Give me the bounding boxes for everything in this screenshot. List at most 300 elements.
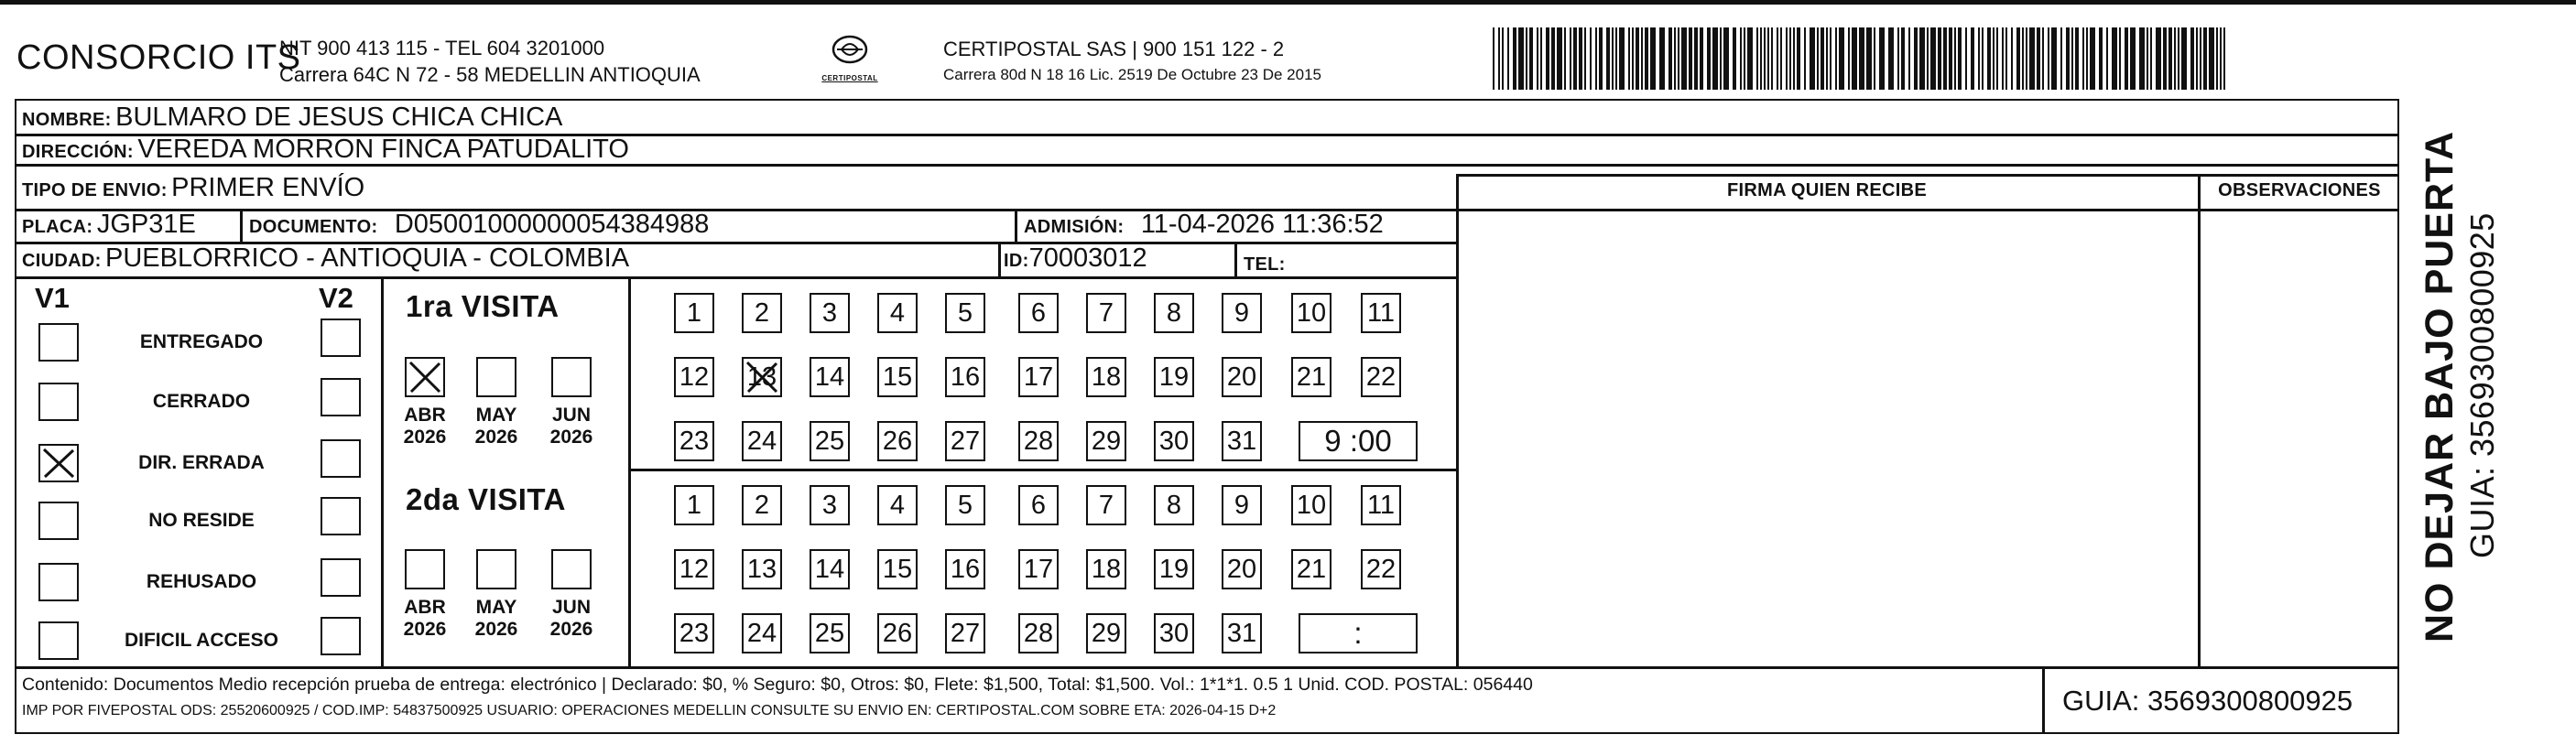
barcode-bar (2005, 27, 2007, 90)
day-box[interactable] (877, 293, 918, 333)
day-box[interactable] (945, 613, 985, 653)
day-box[interactable] (674, 293, 714, 333)
barcode-bar (2163, 27, 2167, 90)
month-name: MAY (475, 597, 517, 618)
day-number: 15 (882, 362, 913, 392)
day-box[interactable] (1086, 421, 1126, 461)
day-box[interactable] (877, 357, 918, 397)
day-box[interactable] (1154, 421, 1194, 461)
barcode-bar (1557, 27, 1562, 90)
barcode-bar (1756, 27, 1758, 90)
tel-label: TEL: (1244, 254, 1286, 275)
day-box[interactable] (1291, 357, 1331, 397)
day-number: 3 (821, 490, 838, 520)
barcode-bar (1786, 27, 1788, 90)
side-warning: NO DEJAR BAJO PUERTA (2418, 130, 2462, 643)
day-number: 16 (950, 362, 981, 392)
barcode-bar (2196, 27, 2198, 90)
day-number: 4 (889, 490, 906, 520)
rule (240, 209, 243, 242)
barcode-bar (1659, 27, 1665, 90)
month-year: 2026 (403, 619, 447, 640)
barcode-bar (1938, 27, 1941, 90)
barcode-bar (2220, 27, 2222, 90)
day-number: 13 (746, 362, 777, 392)
day-number: 5 (957, 490, 973, 520)
day-box[interactable] (810, 421, 850, 461)
barcode-bar (1733, 27, 1736, 90)
rule (15, 276, 1456, 279)
status-label: DIFICIL ACCESO (124, 630, 278, 651)
month-label (540, 405, 603, 448)
day-box[interactable] (1086, 293, 1126, 333)
company-name: CONSORCIO ITS (16, 38, 301, 77)
status-label: CERRADO (152, 391, 251, 412)
rule (2042, 666, 2045, 734)
status-v1-checkbox[interactable] (38, 621, 79, 660)
day-number: 9 (1234, 490, 1250, 520)
x-mark (744, 359, 780, 395)
day-box[interactable] (742, 293, 782, 333)
day-box[interactable] (1291, 549, 1331, 589)
status-v2-checkbox[interactable] (321, 497, 361, 535)
day-number: 28 (1023, 618, 1054, 648)
barcode-bar (1636, 27, 1639, 90)
rule (998, 242, 1001, 276)
barcode-bar (1694, 27, 1698, 90)
month-checkbox[interactable] (476, 357, 516, 397)
status-v2-checkbox[interactable] (321, 378, 361, 416)
day-number: 6 (1030, 490, 1047, 520)
day-box[interactable] (1018, 421, 1059, 461)
placa-label: PLACA: (22, 217, 93, 237)
day-number: 13 (746, 554, 777, 584)
barcode-bar (2026, 27, 2027, 90)
barcode-bar (1619, 27, 1625, 90)
day-number: 2 (754, 297, 770, 328)
barcode-bar (1595, 27, 1597, 90)
barcode-bar (1797, 27, 1800, 90)
status-v2-checkbox[interactable] (321, 558, 361, 597)
day-number: 31 (1226, 618, 1257, 648)
barcode-bar (2051, 27, 2057, 90)
month-label (465, 597, 527, 641)
tipo-envio-label: TIPO DE ENVIO: (22, 180, 168, 200)
month-year: 2026 (474, 427, 518, 448)
barcode-bar (1978, 27, 1980, 90)
barcode-bar (1804, 27, 1806, 90)
barcode-bar (1817, 27, 1819, 90)
rule (628, 276, 631, 666)
day-number: 14 (814, 554, 845, 584)
month-year: 2026 (549, 619, 593, 640)
day-box[interactable] (1361, 293, 1401, 333)
barcode-bar (2119, 27, 2121, 90)
day-box[interactable] (1222, 613, 1262, 653)
visit2-title: 2da VISITA (406, 482, 566, 516)
barcode-bar (2125, 27, 2128, 90)
day-number: 8 (1166, 490, 1182, 520)
nombre-row (22, 103, 562, 133)
time-box[interactable] (1299, 613, 1418, 653)
day-number: 30 (1158, 426, 1190, 456)
day-box[interactable] (1154, 485, 1194, 525)
barcode-bar (2130, 27, 2136, 90)
day-number: 22 (1365, 362, 1397, 392)
barcode-bar (1826, 27, 1828, 90)
barcode-bar (1540, 27, 1542, 90)
day-box[interactable] (945, 293, 985, 333)
day-number: 12 (679, 362, 710, 392)
direccion-value: VEREDA MORRON FINCA PATUDALITO (137, 135, 629, 164)
admision-cell (1024, 210, 1384, 240)
day-box[interactable] (1086, 613, 1126, 653)
day-box[interactable] (1018, 613, 1059, 653)
barcode-bar (1919, 27, 1925, 90)
day-box[interactable] (674, 613, 714, 653)
day-box[interactable] (742, 485, 782, 525)
day-box[interactable] (1222, 293, 1262, 333)
barcode-bar (1579, 27, 1582, 90)
day-number: 7 (1098, 490, 1114, 520)
day-number: 10 (1296, 490, 1327, 520)
day-number: 31 (1226, 426, 1257, 456)
rule (1015, 209, 1017, 242)
day-number: 20 (1226, 362, 1257, 392)
barcode-bar (1852, 27, 1857, 90)
status-v1-checkbox[interactable] (38, 444, 79, 482)
company-address: Carrera 64C N 72 - 58 MEDELLIN ANTIOQUIA (279, 63, 701, 86)
barcode-bar (1526, 27, 1527, 90)
barcode-bar (2011, 27, 2013, 90)
barcode-bar (2178, 27, 2179, 90)
day-box[interactable] (810, 293, 850, 333)
day-number: 21 (1296, 554, 1327, 584)
barcode-bar (1681, 27, 1687, 90)
carrier-license: Carrera 80d N 18 16 Lic. 2519 De Octubre 23 De 2015 (943, 66, 1321, 83)
barcode-bar (1982, 27, 1984, 90)
barcode-bar (2139, 27, 2145, 90)
barcode-bar (1821, 27, 1824, 90)
barcode-bar (1615, 27, 1617, 90)
barcode-bar (2181, 27, 2187, 90)
day-number: 18 (1091, 554, 1122, 584)
day-number: 4 (889, 297, 906, 328)
day-number: 11 (1366, 490, 1396, 520)
barcode-bar (1810, 27, 1815, 90)
day-box[interactable] (1154, 357, 1194, 397)
month-name: ABR (404, 405, 446, 426)
day-box[interactable] (1222, 549, 1262, 589)
time-value: 9 :00 (1324, 424, 1392, 458)
day-box[interactable] (1018, 293, 1059, 333)
barcode-bar (1943, 27, 1947, 90)
day-box[interactable] (1154, 613, 1194, 653)
status-v1-checkbox[interactable] (38, 502, 79, 540)
barcode-bar (1879, 27, 1885, 90)
day-number: 25 (814, 426, 845, 456)
barcode-bar (1641, 27, 1643, 90)
day-number: 12 (679, 554, 710, 584)
day-box[interactable] (877, 421, 918, 461)
rule (628, 469, 1456, 471)
day-number: 25 (814, 618, 845, 648)
ciudad-cell (22, 243, 629, 274)
direccion-label: DIRECCIÓN: (22, 142, 134, 162)
x-mark (407, 359, 443, 395)
rule (1456, 174, 2399, 177)
barcode-bar (1720, 27, 1722, 90)
day-number: 27 (950, 618, 981, 648)
barcode-bar (2016, 27, 2020, 90)
status-v2-checkbox[interactable] (321, 617, 361, 655)
status-v1-checkbox[interactable] (38, 563, 79, 601)
day-number: 19 (1158, 362, 1190, 392)
barcode-bar (2106, 27, 2108, 90)
barcode-bar (1573, 27, 1577, 90)
barcode-bar (2048, 27, 2049, 90)
barcode-bar (1689, 27, 1692, 90)
status-label: ENTREGADO (139, 331, 264, 352)
day-number: 9 (1234, 297, 1250, 328)
month-checkbox[interactable] (405, 357, 445, 397)
barcode-bar (1584, 27, 1586, 90)
admision-label: ADMISIÓN: (1024, 217, 1125, 237)
day-box[interactable] (1222, 357, 1262, 397)
month-year: 2026 (474, 619, 518, 640)
day-number: 10 (1296, 297, 1327, 328)
day-box[interactable] (1018, 549, 1059, 589)
footer-contenido: Contenido: Documentos Medio recepción prueba de entrega: electrónico | Declarado: $0, % Seguro: $0, Otros: $0, Flete: $1,500, Total: $1,500. Vol.: 1*1*1. 0.5 1 Unid. COD. POSTAL: 056440 (22, 675, 1533, 695)
barcode-bar (2071, 27, 2073, 90)
day-number: 26 (882, 426, 913, 456)
day-number: 14 (814, 362, 845, 392)
barcode-bar (2216, 27, 2218, 90)
day-number: 28 (1023, 426, 1054, 456)
documento-label: DOCUMENTO: (249, 217, 378, 237)
month-checkbox[interactable] (551, 549, 592, 589)
status-label: DIR. ERRADA (138, 452, 265, 473)
day-box[interactable] (810, 549, 850, 589)
barcode-bar (1645, 27, 1648, 90)
day-box[interactable] (742, 613, 782, 653)
barcode-bar (1760, 27, 1762, 90)
barcode-bar (1839, 27, 1844, 90)
day-box[interactable] (1222, 421, 1262, 461)
status-v1-checkbox[interactable] (38, 323, 79, 362)
status-label: REHUSADO (146, 571, 257, 592)
day-box[interactable] (810, 485, 850, 525)
day-box[interactable] (1361, 485, 1401, 525)
day-box[interactable] (1086, 485, 1126, 525)
barcode-bar (1789, 27, 1791, 90)
day-box[interactable] (810, 613, 850, 653)
v2-header: V2 (319, 282, 353, 314)
day-number: 18 (1091, 362, 1122, 392)
barcode-bar (1546, 27, 1549, 90)
barcode-bar (1927, 27, 1929, 90)
barcode-bar (1971, 27, 1974, 90)
barcode-bar (1993, 27, 1994, 90)
nombre-label: NOMBRE: (22, 110, 112, 130)
barcode-bar (1537, 27, 1538, 90)
barcode-bar (2029, 27, 2035, 90)
month-label (465, 405, 527, 448)
barcode-bar (2075, 27, 2079, 90)
certipostal-logo (813, 35, 886, 90)
barcode-bar (1767, 27, 1769, 90)
barcode-bar (1700, 27, 1703, 90)
barcode-bar (1502, 27, 1504, 90)
placa-value: JGP31E (96, 210, 196, 239)
day-number: 20 (1226, 554, 1257, 584)
day-box[interactable] (1086, 549, 1126, 589)
day-box[interactable] (945, 357, 985, 397)
month-label (394, 597, 456, 641)
day-box[interactable] (674, 485, 714, 525)
placa-cell (22, 210, 196, 240)
status-v2-checkbox[interactable] (321, 439, 361, 478)
barcode-bar (2190, 27, 2194, 90)
barcode-bar (1507, 27, 1509, 90)
day-box[interactable] (810, 357, 850, 397)
barcode-bar (1551, 27, 1555, 90)
barcode-bar (1678, 27, 1679, 90)
barcode-bar (2060, 27, 2062, 90)
barcode-bar (1529, 27, 1533, 90)
month-checkbox[interactable] (551, 357, 592, 397)
day-box[interactable] (742, 421, 782, 461)
month-name: ABR (404, 597, 446, 618)
day-box[interactable] (1154, 549, 1194, 589)
barcode-bar (1908, 27, 1910, 90)
day-number: 8 (1166, 297, 1182, 328)
day-box[interactable] (1222, 485, 1262, 525)
barcode-bar (2112, 27, 2117, 90)
day-number: 16 (950, 554, 981, 584)
day-box[interactable] (945, 485, 985, 525)
day-box[interactable] (945, 549, 985, 589)
day-box[interactable] (1361, 549, 1401, 589)
day-number: 3 (821, 297, 838, 328)
time-box[interactable] (1299, 421, 1418, 461)
day-box[interactable] (1361, 357, 1401, 397)
day-number: 24 (746, 426, 777, 456)
barcode-bar (1848, 27, 1850, 90)
barcode-bar (1740, 27, 1742, 90)
barcode-bar (2037, 27, 2040, 90)
visit1-title: 1ra VISITA (406, 289, 560, 323)
month-name: JUN (551, 597, 591, 618)
day-box[interactable] (674, 357, 714, 397)
day-box[interactable] (877, 549, 918, 589)
day-box[interactable] (1291, 485, 1331, 525)
day-box[interactable] (1086, 357, 1126, 397)
month-label (540, 597, 603, 641)
month-name: MAY (475, 405, 517, 426)
day-box[interactable] (1018, 485, 1059, 525)
barcode-bar (1744, 27, 1745, 90)
day-box[interactable] (1154, 293, 1194, 333)
barcode-bar (1777, 27, 1778, 90)
ciudad-label: CIUDAD: (22, 251, 102, 271)
month-checkbox[interactable] (405, 549, 445, 589)
day-number: 30 (1158, 618, 1190, 648)
day-number: 29 (1091, 426, 1122, 456)
certipostal-logo-icon (830, 35, 870, 70)
barcode-bar (1518, 27, 1524, 90)
day-box[interactable] (674, 421, 714, 461)
id-cell (1004, 243, 1147, 274)
barcode-bar (1707, 27, 1711, 90)
barcode-bar (2200, 27, 2201, 90)
barcode-bar (1668, 27, 1672, 90)
firma-header: FIRMA QUIEN RECIBE (1727, 180, 1927, 200)
rule (1456, 209, 2399, 211)
barcode-bar (1914, 27, 1918, 90)
barcode-bar (1866, 27, 1872, 90)
barcode-bar (2090, 27, 2095, 90)
barcode-bar (1949, 27, 1952, 90)
month-label (394, 405, 456, 448)
month-checkbox[interactable] (476, 549, 516, 589)
day-box[interactable] (877, 485, 918, 525)
barcode-bar (1930, 27, 1936, 90)
day-number: 17 (1023, 554, 1054, 584)
barcode-bar (1830, 27, 1831, 90)
barcode-bar (1564, 27, 1566, 90)
barcode-bar (1793, 27, 1795, 90)
carrier-info (943, 37, 1321, 88)
barcode-bar (1897, 27, 1899, 90)
top-rule (0, 0, 2576, 5)
day-number: 23 (679, 426, 710, 456)
barcode-bar (2150, 27, 2152, 90)
day-number: 22 (1365, 554, 1397, 584)
barcode-bar (1513, 27, 1516, 90)
barcode-bar (2203, 27, 2207, 90)
day-box[interactable] (742, 357, 782, 397)
day-number: 26 (882, 618, 913, 648)
company-info (279, 35, 701, 88)
tipo-envio-row (22, 173, 364, 203)
rule (381, 276, 384, 666)
status-v2-checkbox[interactable] (321, 319, 361, 357)
day-box[interactable] (674, 549, 714, 589)
month-year: 2026 (403, 427, 447, 448)
footer-imp: IMP POR FIVEPOSTAL ODS: 25520600925 / COD.IMP: 54837500925 USUARIO: OPERACIONES MEDELLIN CONSULTE SU ENVIO EN: CERTIPOSTAL.COM SOBRE ETA: 2026-04-15 D+2 (22, 703, 1277, 718)
barcode (1493, 27, 2225, 90)
barcode-bar (2223, 27, 2225, 90)
rule (1456, 174, 1459, 668)
day-number: 11 (1366, 297, 1396, 328)
barcode-bar (1650, 27, 1656, 90)
barcode-bar (2086, 27, 2088, 90)
day-number: 1 (686, 297, 702, 328)
day-box[interactable] (877, 613, 918, 653)
day-box[interactable] (945, 421, 985, 461)
barcode-bar (1958, 27, 1962, 90)
day-box[interactable] (1018, 357, 1059, 397)
barcode-bar (2099, 27, 2103, 90)
footer-guia: GUIA: 3569300800925 (2062, 685, 2353, 717)
day-box[interactable] (742, 549, 782, 589)
status-v1-checkbox[interactable] (38, 383, 79, 421)
tipo-envio-value: PRIMER ENVÍO (171, 173, 365, 202)
day-box[interactable] (1291, 293, 1331, 333)
side-guia: GUIA: 3569300800925 (2463, 212, 2501, 558)
barcode-bar (2209, 27, 2214, 90)
